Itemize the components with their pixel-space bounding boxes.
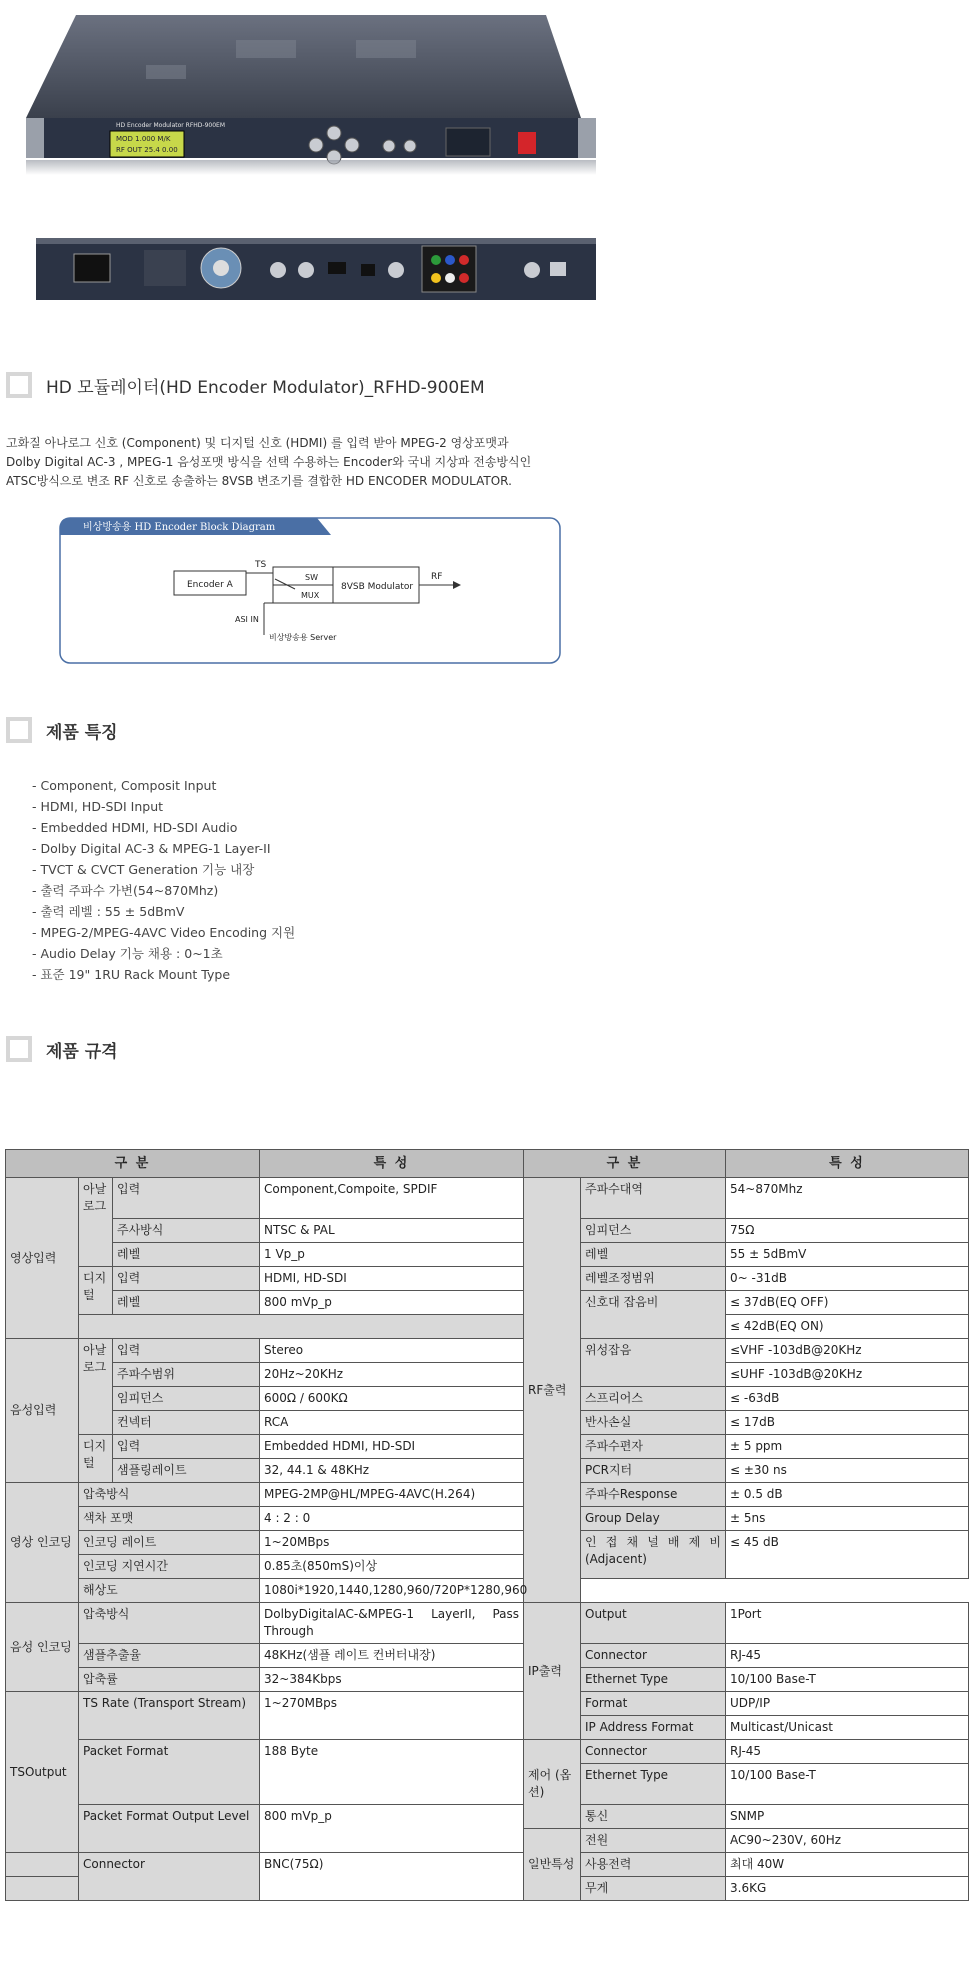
value-cell: 10/100 Base-T: [726, 1764, 969, 1805]
label-cell: 사용전력: [581, 1853, 726, 1877]
value-cell: 32, 44.1 & 48KHz: [260, 1459, 524, 1483]
label-cell: 레벨: [113, 1243, 260, 1267]
cat-video-in: 영상입력: [6, 1178, 79, 1339]
lcd-line-1: MOD 1.000 M/K: [116, 135, 171, 143]
value-cell: ≤ 45 dB: [726, 1531, 969, 1579]
table-header-row: [6, 1150, 969, 1178]
spec-table: [5, 1149, 969, 1901]
feature-item: - MPEG-2/MPEG-4AVC Video Encoding 지원: [32, 925, 296, 940]
table-row: [6, 1692, 969, 1716]
value-cell: BNC(75Ω): [260, 1853, 524, 1901]
value-cell: DolbyDigitalAC-&MPEG-1 LayerII, Pass Through: [260, 1603, 524, 1644]
feature-item: - Audio Delay 기능 채용 : 0~1초: [32, 946, 223, 961]
table-row: [6, 1339, 969, 1363]
label-cell: 인코딩 지연시간: [79, 1555, 260, 1579]
value-cell: MPEG-2MP@HL/MPEG-4AVC(H.264): [260, 1483, 524, 1507]
value-cell: AC90~230V, 60Hz: [726, 1829, 969, 1853]
value-cell: ± 5ns: [726, 1507, 969, 1531]
label-cell: 샘플추출율: [79, 1644, 260, 1668]
cat-video-enc: 영상 인코딩: [6, 1483, 79, 1603]
table-row: [6, 1363, 969, 1387]
value-cell: 55 ± 5dBmV: [726, 1243, 969, 1267]
cat-ts-output: TSOutput: [6, 1692, 79, 1853]
label-cell: 레벨: [113, 1291, 260, 1315]
label-cell: 임피던스: [113, 1387, 260, 1411]
asi-label: ASI IN: [235, 615, 259, 624]
value-cell: ≤ 17dB: [726, 1411, 969, 1435]
label-cell: 인코딩 레이트: [79, 1531, 260, 1555]
lcd-line-2: RF OUT 25.4 0.00: [116, 146, 178, 154]
value-cell: ± 5 ppm: [726, 1435, 969, 1459]
value-cell: ≤VHF -103dB@20KHz: [726, 1339, 969, 1363]
features-heading: 제품 특징: [46, 722, 118, 743]
label-cell: 전원: [581, 1829, 726, 1853]
ts-output-filler: [6, 1877, 79, 1901]
label-cell: 주파수대역: [581, 1178, 726, 1219]
label-cell: 압축방식: [79, 1483, 260, 1507]
value-cell: ± 0.5 dB: [726, 1483, 969, 1507]
table-row: [6, 1267, 969, 1291]
heading-square-icon: [6, 717, 32, 743]
feature-item: - Embedded HDMI, HD-SDI Audio: [32, 820, 238, 835]
feature-item: - 출력 주파수 가변(54~870Mhz): [32, 883, 219, 898]
value-cell: 1~270MBps: [260, 1692, 524, 1740]
label-cell: 샘플링레이트: [113, 1459, 260, 1483]
heading-square-icon: [6, 372, 32, 398]
label-cell: 압축률: [79, 1668, 260, 1692]
intro-text: [6, 434, 606, 491]
table-row: [6, 1805, 969, 1829]
value-cell: Stereo: [260, 1339, 524, 1363]
label-cell: 레벨: [581, 1243, 726, 1267]
table-row: [6, 1387, 969, 1411]
label-cell: Packet Format: [79, 1740, 260, 1805]
feature-item: - HDMI, HD-SDI Input: [32, 799, 164, 814]
table-row: [6, 1740, 969, 1764]
header-gubun-left: 구 분: [6, 1150, 260, 1178]
intro-line: ATSC방식으로 변조 RF 신호로 송출하는 8VSB 변조기를 결합한 HD ENCODER MODULATOR.: [6, 474, 512, 488]
cat-audio-in: 음성입력: [6, 1339, 79, 1483]
server-label: 비상방송용 Server: [269, 633, 337, 642]
label-cell: 압축방식: [79, 1603, 260, 1644]
label-cell: 인 접 채 널 배 제 비 (Adjacent): [581, 1531, 726, 1579]
value-cell: 1080i*1920,1440,1280,960/720P*1280,960: [260, 1579, 524, 1603]
value-cell: Multicast/Unicast: [726, 1716, 969, 1740]
label-cell: 입력: [113, 1435, 260, 1459]
value-cell: UDP/IP: [726, 1692, 969, 1716]
value-cell: 최대 40W: [726, 1853, 969, 1877]
product-title: HD 모듈레이터(HD Encoder Modulator)_RFHD-900EM: [46, 377, 485, 398]
sub-analog: 아날로그: [79, 1339, 113, 1435]
value-cell: RJ-45: [726, 1644, 969, 1668]
mux-label: MUX: [301, 591, 320, 600]
heading-square-icon: [6, 1036, 32, 1062]
sub-digital: 디지털: [79, 1435, 113, 1483]
label-cell: 레벨조정범위: [581, 1267, 726, 1291]
value-cell: HDMI, HD-SDI: [260, 1267, 524, 1291]
feature-item: - Component, Composit Input: [32, 778, 217, 793]
label-cell: Format: [581, 1692, 726, 1716]
value-cell: 800 mVp_p: [260, 1805, 524, 1853]
table-row: [6, 1219, 969, 1243]
modulator-label: 8VSB Modulator: [341, 582, 414, 592]
value-cell: 600Ω / 600KΩ: [260, 1387, 524, 1411]
feature-item: - 출력 레벨 : 55 ± 5dBmV: [32, 904, 185, 919]
label-cell: Connector: [79, 1853, 260, 1901]
device-model-label: HD Encoder Modulator RFHD-900EM: [116, 122, 226, 129]
sub-analog: 아날로그: [79, 1178, 113, 1267]
value-cell: RCA: [260, 1411, 524, 1435]
table-row: [6, 1531, 969, 1555]
cat-control: 제어 (옵션): [524, 1740, 581, 1829]
label-cell: Ethernet Type: [581, 1764, 726, 1805]
label-cell: 입력: [113, 1267, 260, 1291]
intro-line: 고화질 아나로그 신호 (Component) 및 디지털 신호 (HDMI) 를 입력 받아 MPEG-2 영상포맷과: [6, 436, 509, 450]
table-row: [6, 1579, 969, 1603]
label-cell: 컨넥터: [113, 1411, 260, 1435]
value-cell: RJ-45: [726, 1740, 969, 1764]
value-cell: 10/100 Base-T: [726, 1668, 969, 1692]
feature-list: [32, 775, 295, 985]
block-diagram: [59, 517, 561, 664]
header-spec-right: 특 성: [726, 1150, 969, 1178]
label-cell: 입력: [113, 1339, 260, 1363]
value-cell: Component,Compoite, SPDIF: [260, 1178, 524, 1219]
section-heading-features: [6, 717, 118, 743]
label-cell: Ethernet Type: [581, 1668, 726, 1692]
label-cell: 주파수범위: [113, 1363, 260, 1387]
label-cell: 통신: [581, 1805, 726, 1829]
cat-audio-enc: 음성 인코딩: [6, 1603, 79, 1692]
table-row: [6, 1668, 969, 1692]
table-row: [6, 1459, 969, 1483]
ts-output-filler: [6, 1853, 79, 1877]
table-row: [6, 1411, 969, 1435]
value-cell: NTSC & PAL: [260, 1219, 524, 1243]
header-gubun-right: 구 분: [524, 1150, 726, 1178]
device-front-image: [26, 10, 596, 175]
value-cell: ≤UHF -103dB@20KHz: [726, 1363, 969, 1387]
table-row: [6, 1315, 969, 1339]
ts-label: TS: [255, 560, 267, 570]
label-cell: 입력: [113, 1178, 260, 1219]
label-cell: Connector: [581, 1740, 726, 1764]
value-cell: 54~870Mhz: [726, 1178, 969, 1219]
cat-general: 일반특성: [524, 1829, 581, 1901]
label-cell: 위성잡음: [581, 1339, 726, 1387]
value-cell: 75Ω: [726, 1219, 969, 1243]
header-spec-left: 특 성: [260, 1150, 524, 1178]
label-cell: 반사손실: [581, 1411, 726, 1435]
label-cell: 신호대 잡음비: [581, 1291, 726, 1339]
device-back-image: [36, 238, 596, 300]
value-cell: ≤ ±30 ns: [726, 1459, 969, 1483]
table-row: [6, 1178, 969, 1219]
value-cell: 3.6KG: [726, 1877, 969, 1901]
label-cell: 무게: [581, 1877, 726, 1901]
value-cell: ≤ 37dB(EQ OFF): [726, 1291, 969, 1315]
label-cell: 해상도: [79, 1579, 260, 1603]
table-row: [6, 1603, 969, 1644]
intro-line: Dolby Digital AC-3 , MPEG-1 음성포맷 방식을 선택 수용하는 Encoder와 국내 지상파 전송방식인: [6, 455, 532, 469]
label-cell: TS Rate (Transport Stream): [79, 1692, 260, 1740]
value-cell: 0.85초(850mS)이상: [260, 1555, 524, 1579]
table-row: [6, 1507, 969, 1531]
cat-rf-out: RF출력: [524, 1178, 581, 1603]
value-cell: 188 Byte: [260, 1740, 524, 1805]
label-cell: IP Address Format: [581, 1716, 726, 1740]
value-cell: ≤ 42dB(EQ ON): [726, 1315, 969, 1339]
value-cell: 1 Vp_p: [260, 1243, 524, 1267]
table-row: [6, 1483, 969, 1507]
rf-label: RF: [431, 572, 443, 582]
label-cell: Group Delay: [581, 1507, 726, 1531]
table-row: [6, 1435, 969, 1459]
value-cell: 4 : 2 : 0: [260, 1507, 524, 1531]
label-cell: 주파수Response: [581, 1483, 726, 1507]
label-cell: Packet Format Output Level: [79, 1805, 260, 1853]
label-cell: PCR지터: [581, 1459, 726, 1483]
label-cell: Output: [581, 1603, 726, 1644]
value-cell: 20Hz~20KHz: [260, 1363, 524, 1387]
label-cell: 주사방식: [113, 1219, 260, 1243]
section-heading-title: [6, 372, 485, 398]
value-cell: 800 mVp_p: [260, 1291, 524, 1315]
table-row: [6, 1243, 969, 1267]
label-cell: 임피던스: [581, 1219, 726, 1243]
table-row: [6, 1853, 969, 1877]
encoder-label: Encoder A: [187, 580, 233, 590]
value-cell: 1Port: [726, 1603, 969, 1644]
value-cell: ≤ -63dB: [726, 1387, 969, 1411]
value-cell: 0~ -31dB: [726, 1267, 969, 1291]
label-cell: 색차 포맷: [79, 1507, 260, 1531]
label-cell: 주파수편자: [581, 1435, 726, 1459]
cat-ip-out: IP출력: [524, 1603, 581, 1740]
sw-label: SW: [305, 573, 318, 582]
value-cell: 1~20MBps: [260, 1531, 524, 1555]
value-cell: Embedded HDMI, HD-SDI: [260, 1435, 524, 1459]
table-row: [6, 1291, 969, 1315]
value-cell: SNMP: [726, 1805, 969, 1829]
label-cell: 스프리어스: [581, 1387, 726, 1411]
value-cell: 32~384Kbps: [260, 1668, 524, 1692]
label-cell: Connector: [581, 1644, 726, 1668]
feature-item: - 표준 19" 1RU Rack Mount Type: [32, 967, 231, 982]
section-heading-specs: [6, 1036, 118, 1062]
feature-item: - TVCT & CVCT Generation 기능 내장: [32, 862, 255, 877]
feature-item: - Dolby Digital AC-3 & MPEG-1 Layer-II: [32, 841, 271, 856]
specs-heading: 제품 규격: [46, 1041, 118, 1062]
sub-digital: 디지털: [79, 1267, 113, 1315]
table-row: [6, 1644, 969, 1668]
value-cell: 48KHz(샘플 레이트 컨버터내장): [260, 1644, 524, 1668]
diagram-header: 비상방송용 HD Encoder Block Diagram: [83, 522, 276, 533]
